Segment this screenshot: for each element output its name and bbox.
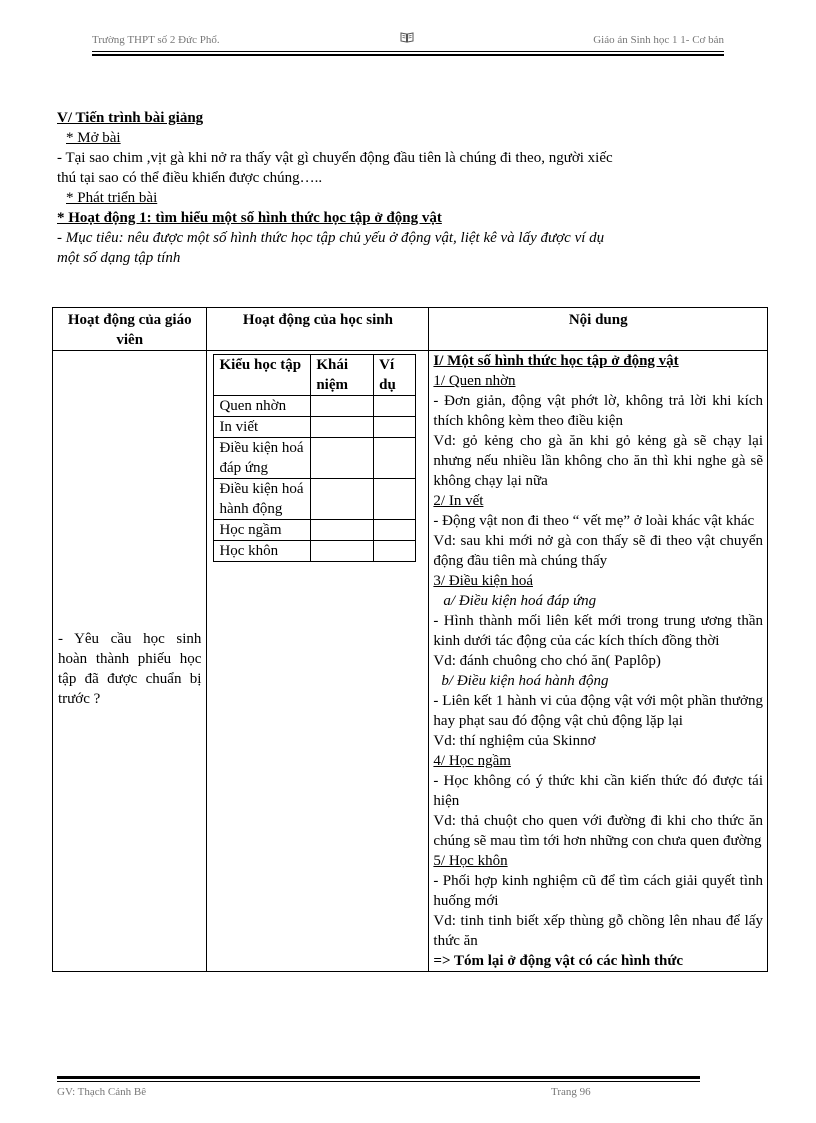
school-name: Trường THPT số 2 Đức Phổ.	[92, 34, 220, 46]
s3-title: 3/ Điều kiện hoá	[433, 573, 533, 589]
mo-bai-line2: thú tại sao có thể điều khiển được chúng…..	[57, 170, 323, 186]
open-book-icon	[400, 32, 414, 47]
footer-divider-thick	[57, 1076, 700, 1079]
worksheet-cell	[311, 417, 374, 438]
teacher-name: GV: Thạch Cảnh Bê	[57, 1086, 147, 1098]
s2-desc: - Động vật non đi theo “ vết mẹ” ở loài khác vật khác	[433, 513, 755, 529]
worksheet-row	[214, 520, 416, 541]
worksheet-type: Học ngầm	[214, 520, 311, 541]
worksheet-cell	[374, 541, 416, 562]
mo-bai-heading	[57, 128, 737, 148]
header-divider	[92, 51, 724, 52]
s5-desc: - Phối hợp kinh nghiệm cũ để tìm cách giải quyết tình huống mới	[433, 873, 763, 909]
content-title: I/ Một số hình thức học tập ở động vật	[433, 353, 679, 369]
page-header	[92, 34, 724, 52]
table-header-row	[53, 308, 768, 351]
activity-table	[52, 307, 768, 972]
worksheet-cell	[311, 520, 374, 541]
s4-desc: - Học không có ý thức khi cần kiến thức đó được tái hiện	[433, 773, 763, 809]
worksheet-header: Ví dụ	[374, 355, 416, 396]
activity-title: * Hoạt động 1: tìm hiểu một số hình thức học tập ở động vật	[57, 210, 442, 226]
s3b-title: b/ Điều kiện hoá hành động	[441, 673, 609, 689]
s3b-example: Vd: thí nghiệm của Skinnơ	[433, 733, 596, 749]
objective-line2: một số dạng tập tính	[57, 250, 181, 266]
worksheet-header: Khái niệm	[311, 355, 374, 396]
s1-title: 1/ Quen nhờn	[433, 373, 516, 389]
worksheet-cell	[374, 438, 416, 479]
header-student: Hoạt động của học sinh	[207, 308, 429, 351]
worksheet-cell	[374, 520, 416, 541]
worksheet-row	[214, 417, 416, 438]
worksheet-row	[214, 438, 416, 479]
page-number: Trang 96	[551, 1086, 591, 1098]
header-content: Nội dung	[429, 308, 768, 351]
objective-line1: - Mục tiêu: nêu được một số hình thức học tập chủ yếu ở động vật, liệt kê và lấy được ví dụ	[57, 230, 605, 246]
s4-example: Vd: thả chuột cho quen với đường đi khi cho thức ăn chúng sẽ mau tìm tới hơn những con chưa quen đường	[433, 813, 763, 849]
worksheet-type: Quen nhờn	[214, 396, 311, 417]
s2-title: 2/ In vết	[433, 493, 484, 509]
phat-trien-heading	[57, 188, 737, 208]
worksheet-cell	[311, 438, 374, 479]
header-divider-thick	[92, 54, 724, 56]
worksheet-cell	[311, 396, 374, 417]
s1-desc: - Đơn giản, động vật phớt lờ, không trả lời khi kích thích không kèm theo điều kiện	[433, 393, 763, 429]
worksheet-row	[214, 396, 416, 417]
worksheet-cell	[374, 479, 416, 520]
student-activity	[207, 351, 429, 972]
footer-divider	[57, 1081, 700, 1082]
worksheet-row	[214, 479, 416, 520]
mo-bai-line1: - Tại sao chim ,vịt gà khi nở ra thấy vật gì chuyển động đầu tiên là chúng đi theo, người xiếc	[57, 150, 613, 166]
phat-trien-label: * Phát triển bài	[66, 190, 158, 206]
s3a-title: a/ Điều kiện hoá đáp ứng	[443, 593, 597, 609]
s5-example: Vd: tinh tinh biết xếp thùng gỗ chồng lên nhau để lấy thức ăn	[433, 913, 763, 949]
s3b-desc: - Liên kết 1 hành vi của động vật với một phần thưởng hay phạt sau đó động vật chủ động lặp lại	[433, 693, 763, 729]
mo-bai-label: * Mở bài	[66, 130, 121, 146]
lesson-intro	[57, 108, 737, 268]
worksheet-type: Điều kiện hoá hành động	[214, 479, 311, 520]
worksheet-header: Kiểu học tập	[214, 355, 311, 396]
worksheet-row	[214, 541, 416, 562]
worksheet-cell	[374, 396, 416, 417]
s5-title: 5/ Học khôn	[433, 853, 508, 869]
worksheet-cell	[374, 417, 416, 438]
worksheet-cell	[311, 479, 374, 520]
teacher-activity: - Yêu cầu học sinh hoàn thành phiếu học tập đã được chuẩn bị trước ?	[53, 351, 207, 972]
header-teacher: Hoạt động của giáo viên	[53, 308, 207, 351]
s4-title: 4/ Học ngầm	[433, 753, 511, 769]
s3a-example: Vd: đánh chuông cho chó ăn( Paplôp)	[433, 653, 661, 669]
summary: => Tóm lại ở động vật có các hình thức	[433, 953, 683, 969]
s1-example: Vd: gỏ kẻng cho gà ăn khi gỏ kẻng gà sẽ chạy lại nhưng nếu nhiều lần không cho ăn thì khi nghe gà sẽ không chạy lại nữa	[433, 433, 763, 489]
s3a-desc: - Hình thành mối liên kết mới trong trung ương thần kinh dưới tác động của các kích thích đồng thời	[433, 613, 763, 649]
s2-example: Vd: sau khi mới nở gà con thấy sẽ đi theo vật chuyển động đầu tiên mà chúng thấy	[433, 533, 763, 569]
worksheet-header-row	[214, 355, 416, 396]
worksheet-table	[213, 354, 416, 562]
table-row	[53, 351, 768, 972]
worksheet-type: Điều kiện hoá đáp ứng	[214, 438, 311, 479]
worksheet-type: Học khôn	[214, 541, 311, 562]
lesson-content	[429, 351, 768, 972]
worksheet-type: In viết	[214, 417, 311, 438]
subject-label: Giáo án Sinh học 1 1- Cơ bản	[593, 34, 724, 46]
worksheet-cell	[311, 541, 374, 562]
section-title: V/ Tiến trình bài giảng	[57, 110, 204, 126]
